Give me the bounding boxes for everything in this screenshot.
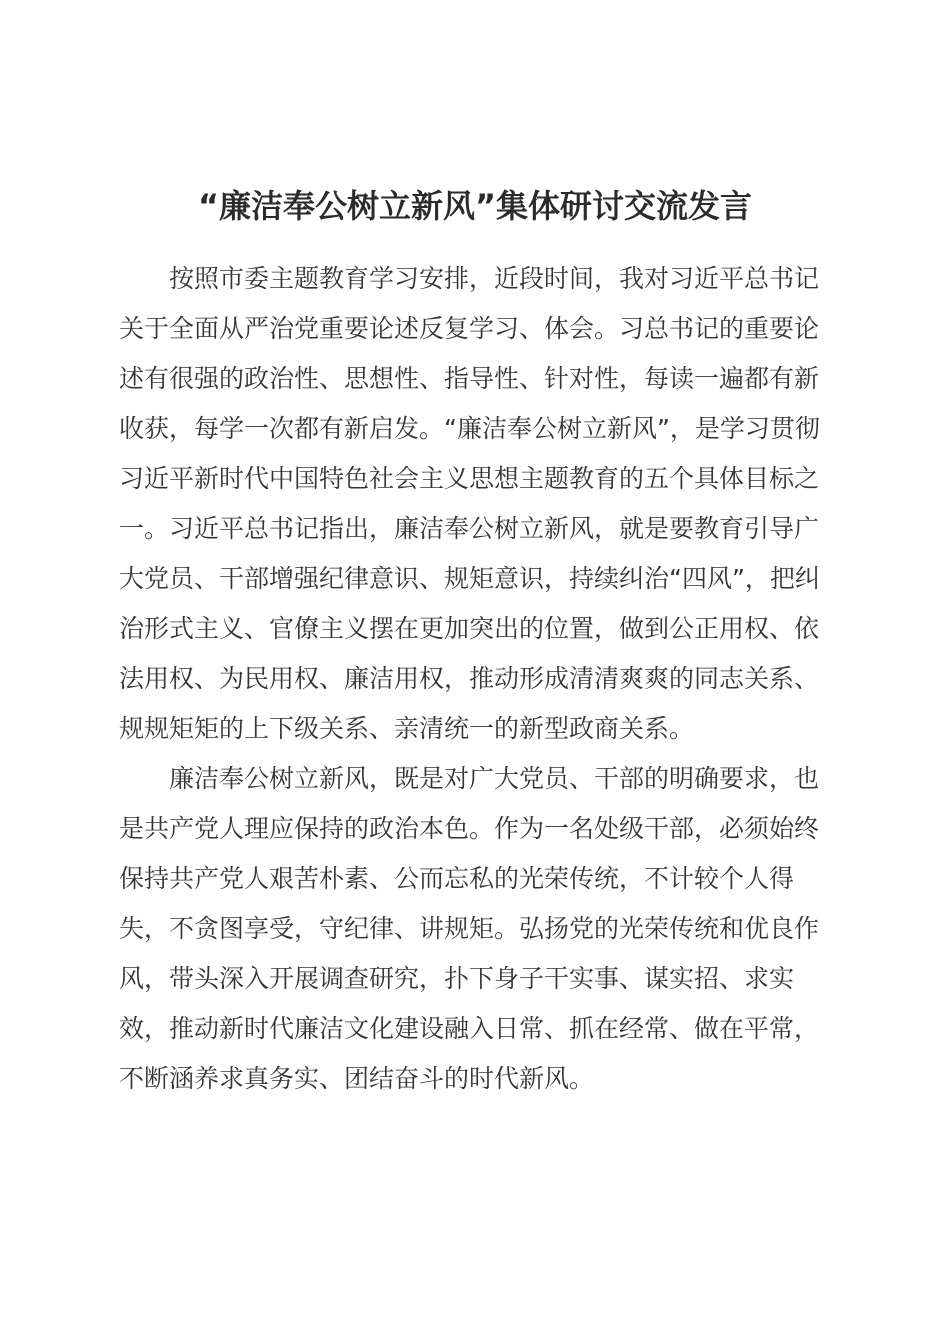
document-title: “廉洁奉公树立新风”集体研讨交流发言 (197, 187, 753, 225)
paragraph-1: 按照市委主题教育学习安排，近段时间，我对习近平总书记关于全面从严治党重要论述反复学习、体会。习总书记的重要论述有很强的政治性、思想性、指导性、针对性，每读一遍都有新收获，每学一次都有新启发。“廉洁奉公树立新风”，是学习贯彻习近平新时代中国特色社会主义思想主题教育的五个具体目标之一。习近平总书记指出，廉洁奉公树立新风，就是要教育引导广大党员、干部增强纪律意识、规矩意识，持续纠治“四风”，把纠治形式主义、官僚主义摆在更加突出的位置，做到公正用权、依法用权、为民用权、廉洁用权，推动形成清清爽爽的同志关系、规规矩矩的上下级关系、亲清统一的新型政商关系。 (119, 264, 820, 743)
document-body (119, 254, 839, 1104)
paragraph-2: 廉洁奉公树立新风，既是对广大党员、干部的明确要求，也是共产党人理应保持的政治本色。作为一名处级干部，必须始终保持共产党人艰苦朴素、公而忘私的光荣传统，不计较个人得失，不贪图享受，守纪律、讲规矩。弘扬党的光荣传统和优良作风，带头深入开展调查研究，扑下身子干实事、谋实招、求实效，推动新时代廉洁文化建设融入日常、抓在经常、做在平常，不断涵养求真务实、团结奋斗的时代新风。 (119, 764, 820, 1093)
